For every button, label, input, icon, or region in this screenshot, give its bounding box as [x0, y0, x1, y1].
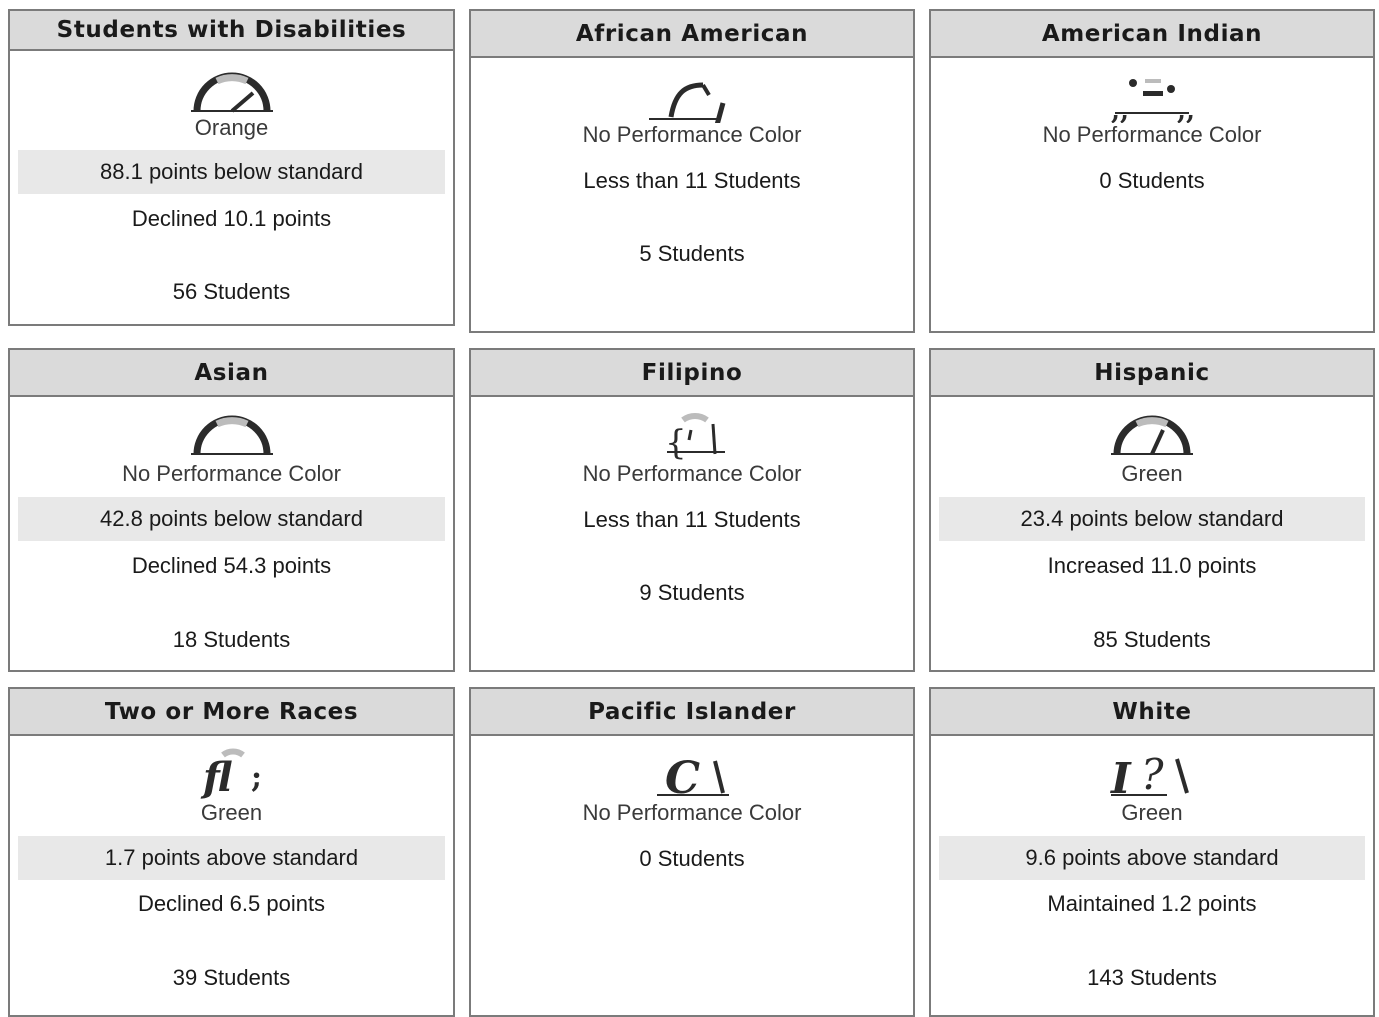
- card-title: Pacific Islander: [471, 689, 913, 736]
- student-group-card-asian: [8, 348, 455, 672]
- performance-color-label: No Performance Color: [122, 461, 341, 486]
- change-text: Declined 54.3 points: [131, 553, 332, 578]
- svg-text:,,: ,,: [1177, 96, 1196, 123]
- change-text: Declined 10.1 points: [131, 206, 332, 231]
- card-title: Two or More Races: [10, 689, 453, 736]
- no-color-gauge-icon: [637, 71, 747, 123]
- svg-text:C: C: [665, 753, 701, 799]
- student-group-card-students-with-disabilities: [8, 9, 455, 326]
- svg-text:I: I: [1111, 754, 1131, 799]
- svg-text:{: {: [665, 423, 687, 460]
- svg-text:fl: fl: [202, 754, 232, 799]
- status-band: 9.6 points above standard: [939, 836, 1365, 880]
- change-text: Increased 11.0 points: [1047, 553, 1257, 578]
- svg-text:?: ?: [1141, 750, 1164, 799]
- student-count: 9 Students: [639, 580, 745, 605]
- no-color-gauge-icon: [1097, 71, 1207, 123]
- performance-color-label: Green: [1121, 800, 1183, 825]
- student-group-card-american-indian: [929, 9, 1375, 333]
- student-group-card-african-american: [469, 9, 915, 333]
- performance-color-label: No Performance Color: [1042, 122, 1262, 147]
- green-gauge-icon: [1097, 747, 1207, 799]
- student-count: 143 Students: [1087, 965, 1217, 990]
- student-count: 85 Students: [1093, 627, 1211, 652]
- performance-color-label: Green: [1121, 461, 1183, 486]
- student-group-card-hispanic: [929, 348, 1375, 672]
- status-band: 23.4 points below standard: [939, 497, 1365, 541]
- status-text: Less than 11 Students: [583, 168, 801, 193]
- card-title: Students with Disabilities: [10, 11, 453, 51]
- orange-gauge-icon: [177, 63, 287, 115]
- student-group-card-white: [929, 687, 1375, 1017]
- status-band: 1.7 points above standard: [18, 836, 445, 880]
- green-gauge-icon: [177, 747, 287, 799]
- change-text: Maintained 1.2 points: [1047, 891, 1257, 916]
- performance-color-label: Green: [200, 800, 263, 825]
- status-band: 88.1 points below standard: [18, 150, 445, 194]
- green-gauge-icon: [1097, 408, 1207, 460]
- no-color-gauge-icon: [637, 408, 747, 460]
- svg-text:;: ;: [250, 760, 262, 795]
- no-color-gauge-icon: [177, 408, 287, 460]
- performance-color-label: No Performance Color: [582, 800, 802, 825]
- student-group-card-pacific-islander: [469, 687, 915, 1017]
- card-title: Hispanic: [931, 350, 1373, 397]
- status-band: 42.8 points below standard: [18, 497, 445, 541]
- status-text: Less than 11 Students: [583, 507, 801, 532]
- status-text: 0 Students: [639, 846, 745, 871]
- student-group-card-filipino: [469, 348, 915, 672]
- card-title: White: [931, 689, 1373, 736]
- no-color-gauge-icon: [637, 747, 747, 799]
- svg-text:,,: ,,: [1111, 96, 1130, 123]
- student-group-card-two-or-more-races: [8, 687, 455, 1017]
- student-count: 18 Students: [172, 627, 291, 652]
- performance-color-label: No Performance Color: [582, 461, 802, 486]
- performance-color-label: Orange: [194, 115, 269, 140]
- student-count: 56 Students: [172, 279, 291, 304]
- student-count: 39 Students: [172, 965, 291, 990]
- status-text: 0 Students: [1099, 168, 1205, 193]
- student-count: 5 Students: [639, 241, 745, 266]
- change-text: Declined 6.5 points: [137, 891, 326, 916]
- card-title: American Indian: [931, 11, 1373, 58]
- performance-color-label: No Performance Color: [582, 122, 802, 147]
- card-title: African American: [471, 11, 913, 58]
- card-title: Asian: [10, 350, 453, 397]
- card-title: Filipino: [471, 350, 913, 397]
